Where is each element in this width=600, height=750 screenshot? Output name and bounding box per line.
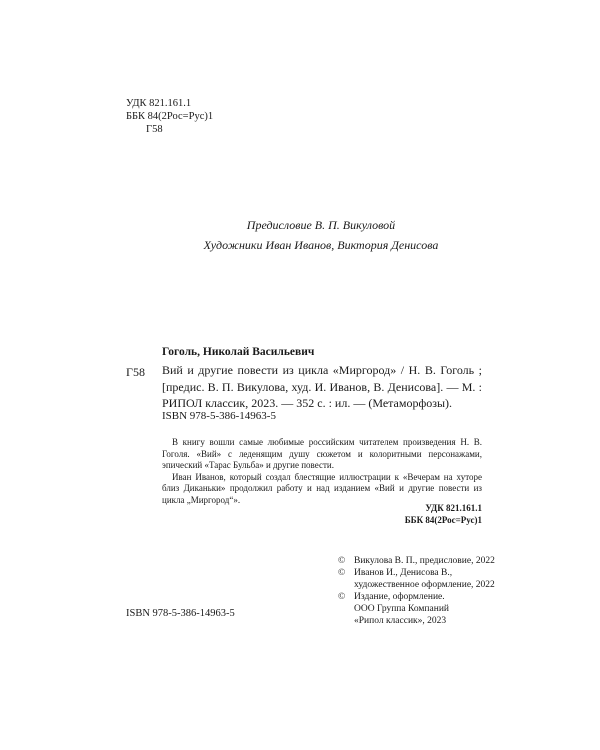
bottom-classification-codes [405, 503, 482, 526]
copyright-icon: © [338, 592, 346, 602]
annotation-paragraph: В книгу вошли самые любимые российским читателем произведения Н. В. Гоголя. «Вий» с леденящим душу сюжетом и колоритными персонажами, эпический «Тарас Бульба» и другие повести. [162, 437, 482, 470]
catalog-isbn: ISBN 978-5-386-14963-5 [162, 410, 276, 422]
copyright-item [338, 567, 518, 591]
catalog-record-line: РИПОЛ классик, 2023. — 352 с. : ил. — (Метаморфозы). [162, 396, 453, 410]
udc-code: УДК 821.161.1 [126, 98, 192, 109]
copyright-icon: © [338, 556, 346, 566]
catalog-record-line: Вий и другие повести из цикла «Миргород» / Н. В. Гоголь ; [162, 363, 482, 377]
catalog-author-mark: Г58 [126, 365, 145, 379]
author-mark: Г58 [146, 124, 163, 135]
udc-code-bottom: УДК 821.161.1 [425, 503, 482, 513]
annotation-paragraph: Иван Иванов, который создал блестящие иллюстрации к «Вечерам на хуторе близ Диканьки» продолжил работу и над изданием «Вий и другие повести из цикла „Миргород“». [162, 471, 482, 505]
top-classification-codes [126, 97, 213, 136]
copyright-notices [338, 555, 518, 627]
annotation [162, 437, 482, 506]
bbk-code-bottom: ББК 84(2Рос=Рус)1 [404, 514, 482, 525]
catalog-record [162, 362, 482, 412]
catalog-record-line: [предис. В. П. Викулова, худ. И. Иванов, В. Денисова]. — М. : [162, 379, 482, 394]
foreword-credit: Предисловие В. П. Викуловой [246, 218, 396, 232]
copyright-line: Иванов И., Денисова В., [354, 568, 453, 578]
copyright-line: Викулова В. П., предисловие, 2022 [354, 556, 495, 566]
bbk-code: ББК 84(2Рос=Рус)1 [126, 111, 214, 122]
copyright-item [338, 591, 518, 627]
copyright-line: художественное оформление, 2022 [354, 580, 495, 590]
credits [160, 215, 482, 255]
copyright-line: Издание, оформление. [354, 592, 445, 602]
copyright-item [338, 555, 518, 567]
copyright-icon: © [338, 568, 346, 578]
copyright-line: ООО Группа Компаний [354, 604, 449, 614]
catalog-author: Гоголь, Николай Васильевич [162, 346, 315, 358]
copyright-line: «Рипол классик», 2023 [354, 616, 447, 626]
artists-credit: Художники Иван Иванов, Виктория Денисова [203, 238, 439, 252]
isbn-bottom: ISBN 978-5-386-14963-5 [126, 608, 235, 619]
